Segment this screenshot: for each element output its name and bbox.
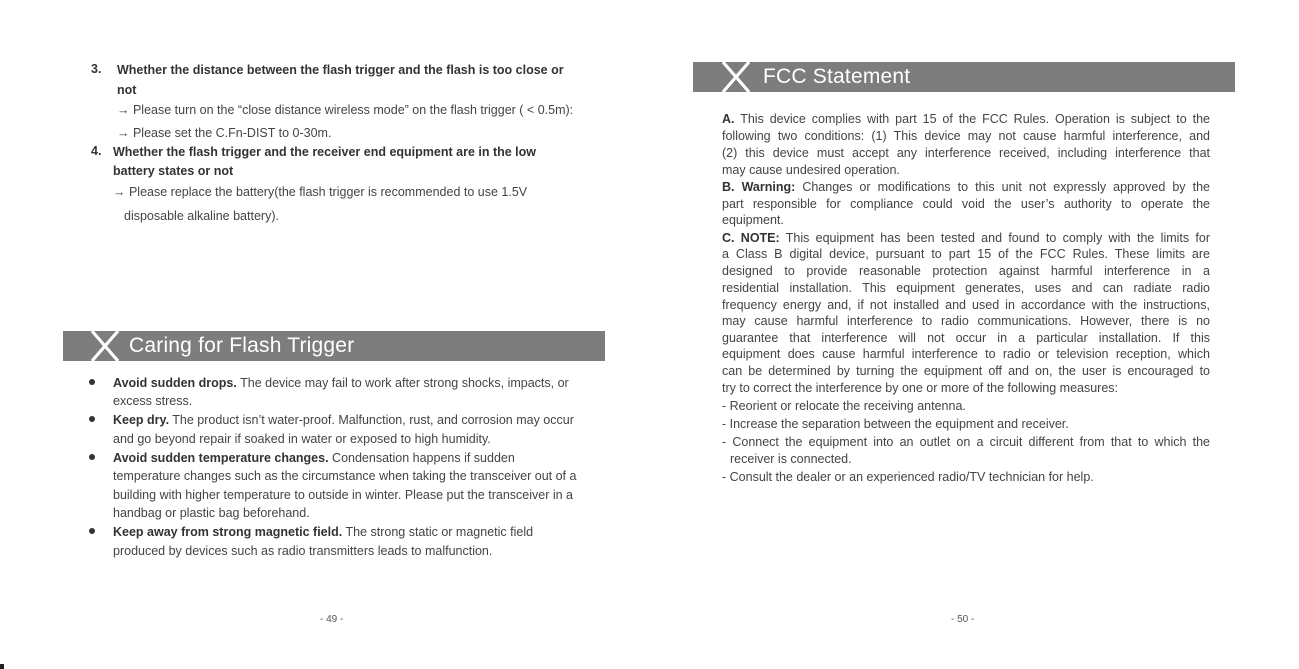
fcc-b-line3: equipment.	[722, 213, 784, 227]
caring-section-header	[63, 331, 605, 361]
bullet-icon	[89, 379, 95, 385]
measure-3-line1: - Connect the equipment into an outlet on a circuit different from that to which the	[722, 435, 1210, 449]
page-number-left: - 49 -	[320, 614, 344, 625]
bullet-icon	[89, 416, 95, 422]
fcc-c-line10: try to correct the interference by one or more of the following measures:	[722, 381, 1119, 395]
x-logo-icon	[90, 329, 120, 363]
item-4-heading-line1: Whether the flash trigger and the receiver end equipment are in the low	[113, 145, 536, 159]
caring-item-4-line2: produced by devices such as radio transmitters leads to malfunction.	[113, 544, 493, 558]
fcc-c-line8: equipment does cause harmful interference to radio or television reception, which	[722, 347, 1210, 361]
bullet-icon	[89, 454, 95, 460]
caring-item-2-line1: Keep dry. The product isn’t water-proof. Malfunction, rust, and corrosion may occur	[113, 413, 574, 427]
measure-4: - Consult the dealer or an experienced radio/TV technician for help.	[722, 470, 1094, 484]
fcc-c-line9: can be determined by turning the equipment off and on, the user is encouraged to	[722, 364, 1210, 378]
item-3-heading-line1: Whether the distance between the flash trigger and the flash is too close or	[117, 63, 564, 77]
fcc-c-line4: residential installation. This equipment generates, uses and can radiate radio	[722, 281, 1210, 295]
item-4-instruction-1: → Please replace the battery(the flash trigger is recommended to use 1.5V	[113, 185, 528, 199]
caring-item-3-line4: handbag or plastic bag beforehand.	[113, 506, 310, 520]
caring-item-4-line1: Keep away from strong magnetic field. The strong static or magnetic field	[113, 525, 534, 539]
x-logo-icon	[721, 60, 751, 94]
item-4-instruction-2: disposable alkaline battery).	[124, 209, 279, 223]
measure-2: - Increase the separation between the equipment and receiver.	[722, 417, 1069, 431]
fcc-b-line1: B. Warning: Changes or modifications to this unit not expressly approved by the	[722, 180, 1210, 194]
fcc-a-line4: may cause undesired operation.	[722, 163, 900, 177]
item-4-heading-line2: battery states or not	[113, 164, 234, 178]
fcc-a-line2: following two conditions: (1) This device may not cause harmful interference, and	[722, 129, 1210, 143]
bullet-icon	[89, 528, 95, 534]
caring-item-2-line2: and go beyond repair if soaked in water or exposed to high humidity.	[113, 432, 491, 446]
fcc-c-line5: frequency energy and, if not installed and used in accordance with the instructions,	[722, 298, 1210, 312]
fcc-section-header	[693, 62, 1235, 92]
caring-item-1-line2: excess stress.	[113, 394, 193, 408]
fcc-c-line6: may cause harmful interference to radio communications. However, there is no	[722, 314, 1210, 328]
fcc-a-line3: (2) this device must accept any interference received, including interference that	[722, 146, 1210, 160]
fcc-c-line7: guarantee that interference will not occur in a particular installation. If this	[722, 331, 1210, 345]
fcc-c-line3: designed to provide reasonable protection against harmful interference in a	[722, 264, 1210, 278]
caring-item-1-line1: Avoid sudden drops. The device may fail to work after strong shocks, impacts, or	[113, 376, 569, 390]
caring-section-title: Caring for Flash Trigger	[129, 334, 355, 357]
fcc-c-line2: a Class B digital device, pursuant to part 15 of the FCC Rules. These limits are	[722, 247, 1210, 261]
caring-item-3-line2: temperature changes such as the circumstance when taking the transceiver out of a	[113, 469, 577, 483]
page-50	[650, 0, 1299, 669]
measure-1: - Reorient or relocate the receiving antenna.	[722, 399, 966, 413]
fcc-b-line2: part responsible for compliance could void the user’s authority to operate the	[722, 197, 1210, 211]
item-3-heading-line2: not	[117, 83, 137, 97]
item-3-instruction-1: → Please turn on the “close distance wireless mode” on the flash trigger ( < 0.5m):	[117, 103, 574, 117]
fcc-section-title: FCC Statement	[763, 65, 911, 88]
caring-item-3-line3: building with higher temperature to outside in winter. Please put the transceiver in a	[113, 488, 573, 502]
item-3-number: 3.	[91, 62, 102, 76]
fcc-a-line1: A. This device complies with part 15 of the FCC Rules. Operation is subject to the	[722, 112, 1211, 126]
page-number-right: - 50 -	[951, 614, 975, 625]
page-edge-mark	[0, 664, 4, 669]
item-3-instruction-2: → Please set the C.Fn-DIST to 0-30m.	[117, 126, 332, 140]
measure-3-line2: receiver is connected.	[730, 452, 852, 466]
caring-item-3-line1: Avoid sudden temperature changes. Condensation happens if sudden	[113, 451, 515, 465]
fcc-c-line1: C. NOTE: This equipment has been tested and found to comply with the limits for	[722, 231, 1211, 245]
item-4-number: 4.	[91, 144, 102, 158]
